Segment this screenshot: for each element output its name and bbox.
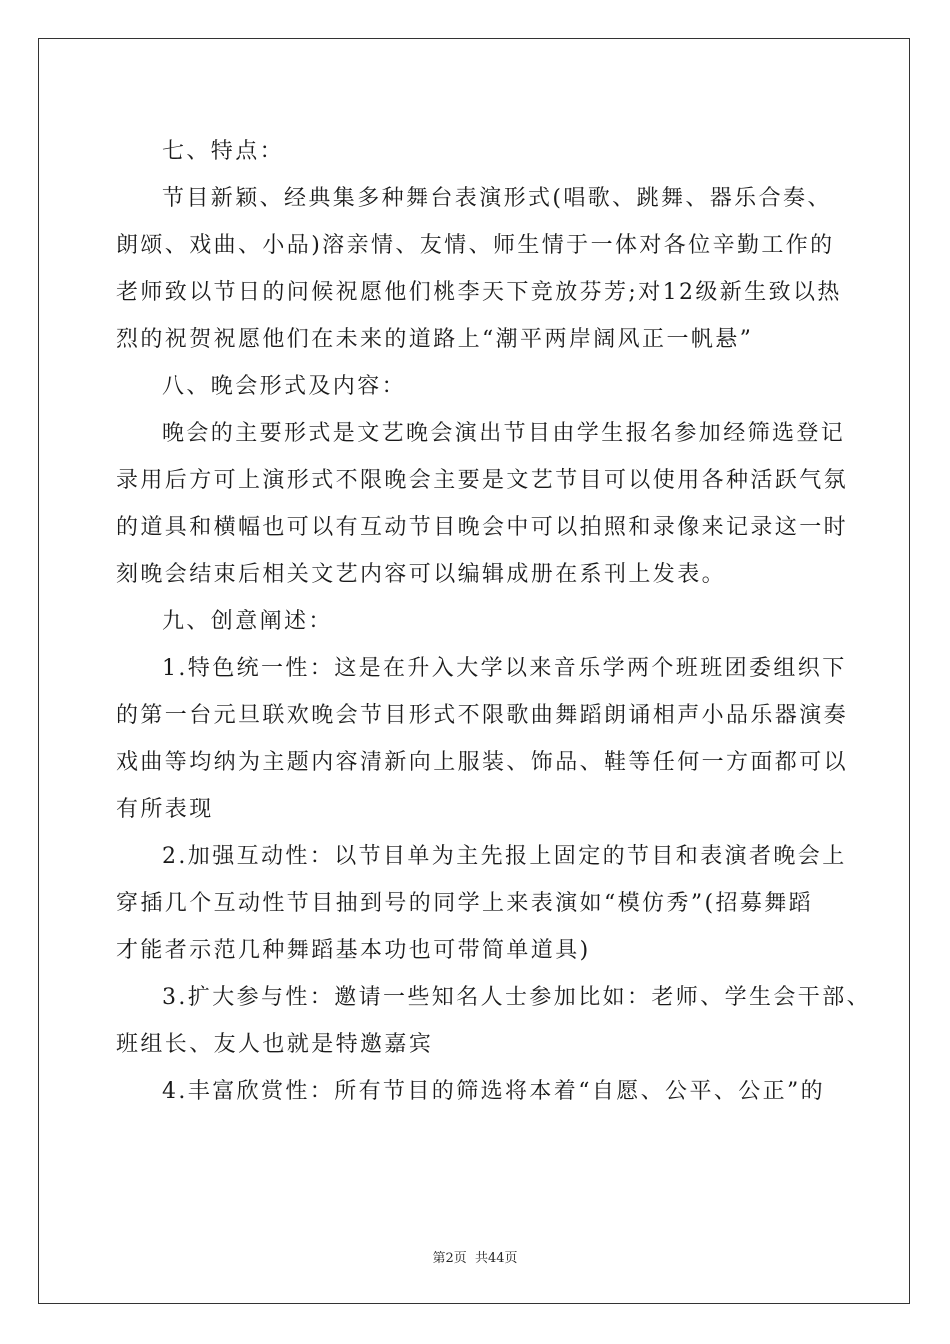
paragraph-line: 的第一台元旦联欢晚会节目形式不限歌曲舞蹈朗诵相声小品乐器演奏 <box>116 703 849 728</box>
paragraph-line: 戏曲等均纳为主题内容清新向上服装、饰品、鞋等任何一方面都可以 <box>116 750 849 775</box>
paragraph-line: 的道具和横幅也可以有互动节目晚会中可以拍照和录像来记录这一时 <box>116 515 849 540</box>
paragraph-line: 刻晚会结束后相关文艺内容可以编辑成册在系刊上发表。 <box>116 562 727 587</box>
paragraph-line: 4.丰富欣赏性：所有节目的筛选将本着“自愿、公平、公正”的 <box>162 1079 826 1104</box>
paragraph-line: 晚会的主要形式是文艺晚会演出节目由学生报名参加经筛选登记 <box>162 421 846 446</box>
paragraph-line: 节目新颖、经典集多种舞台表演形式(唱歌、跳舞、器乐合奏、 <box>162 186 832 211</box>
page-total: 共44页 <box>474 1251 518 1266</box>
paragraph-line: 有所表现 <box>116 797 214 822</box>
paragraph-line: 班组长、友人也就是特邀嘉宾 <box>116 1032 434 1057</box>
paragraph-line: 穿插几个互动性节目抽到号的同学上来表演如“模仿秀”(招募舞蹈 <box>116 891 814 916</box>
paragraph-line: 录用后方可上演形式不限晚会主要是文艺节目可以使用各种活跃气氛 <box>116 468 849 493</box>
paragraph-line: 才能者示范几种舞蹈基本功也可带简单道具) <box>116 938 591 963</box>
page-number: 第2页 <box>432 1251 467 1266</box>
paragraph-line: 老师致以节日的问候祝愿他们桃李天下竞放芬芳;对12级新生致以热 <box>116 280 842 305</box>
paragraph-line: 3.扩大参与性：邀请一些知名人士参加比如：老师、学生会干部、 <box>162 985 871 1010</box>
section-heading-creative: 九、创意阐述： <box>162 609 333 634</box>
page-footer <box>0 1247 950 1266</box>
paragraph-line: 1.特色统一性：这是在升入大学以来音乐学两个班班团委组织下 <box>162 656 847 681</box>
document-body <box>116 128 871 1115</box>
paragraph-line: 朗颂、戏曲、小品)溶亲情、友情、师生情于一体对各位辛勤工作的 <box>116 233 835 258</box>
section-heading-format: 八、晚会形式及内容： <box>162 374 407 399</box>
paragraph-line: 2.加强互动性：以节目单为主先报上固定的节目和表演者晚会上 <box>162 844 847 869</box>
section-heading-features: 七、特点： <box>162 139 285 164</box>
paragraph-line: 烈的祝贺祝愿他们在未来的道路上“潮平两岸阔风正一帆悬” <box>116 327 754 352</box>
